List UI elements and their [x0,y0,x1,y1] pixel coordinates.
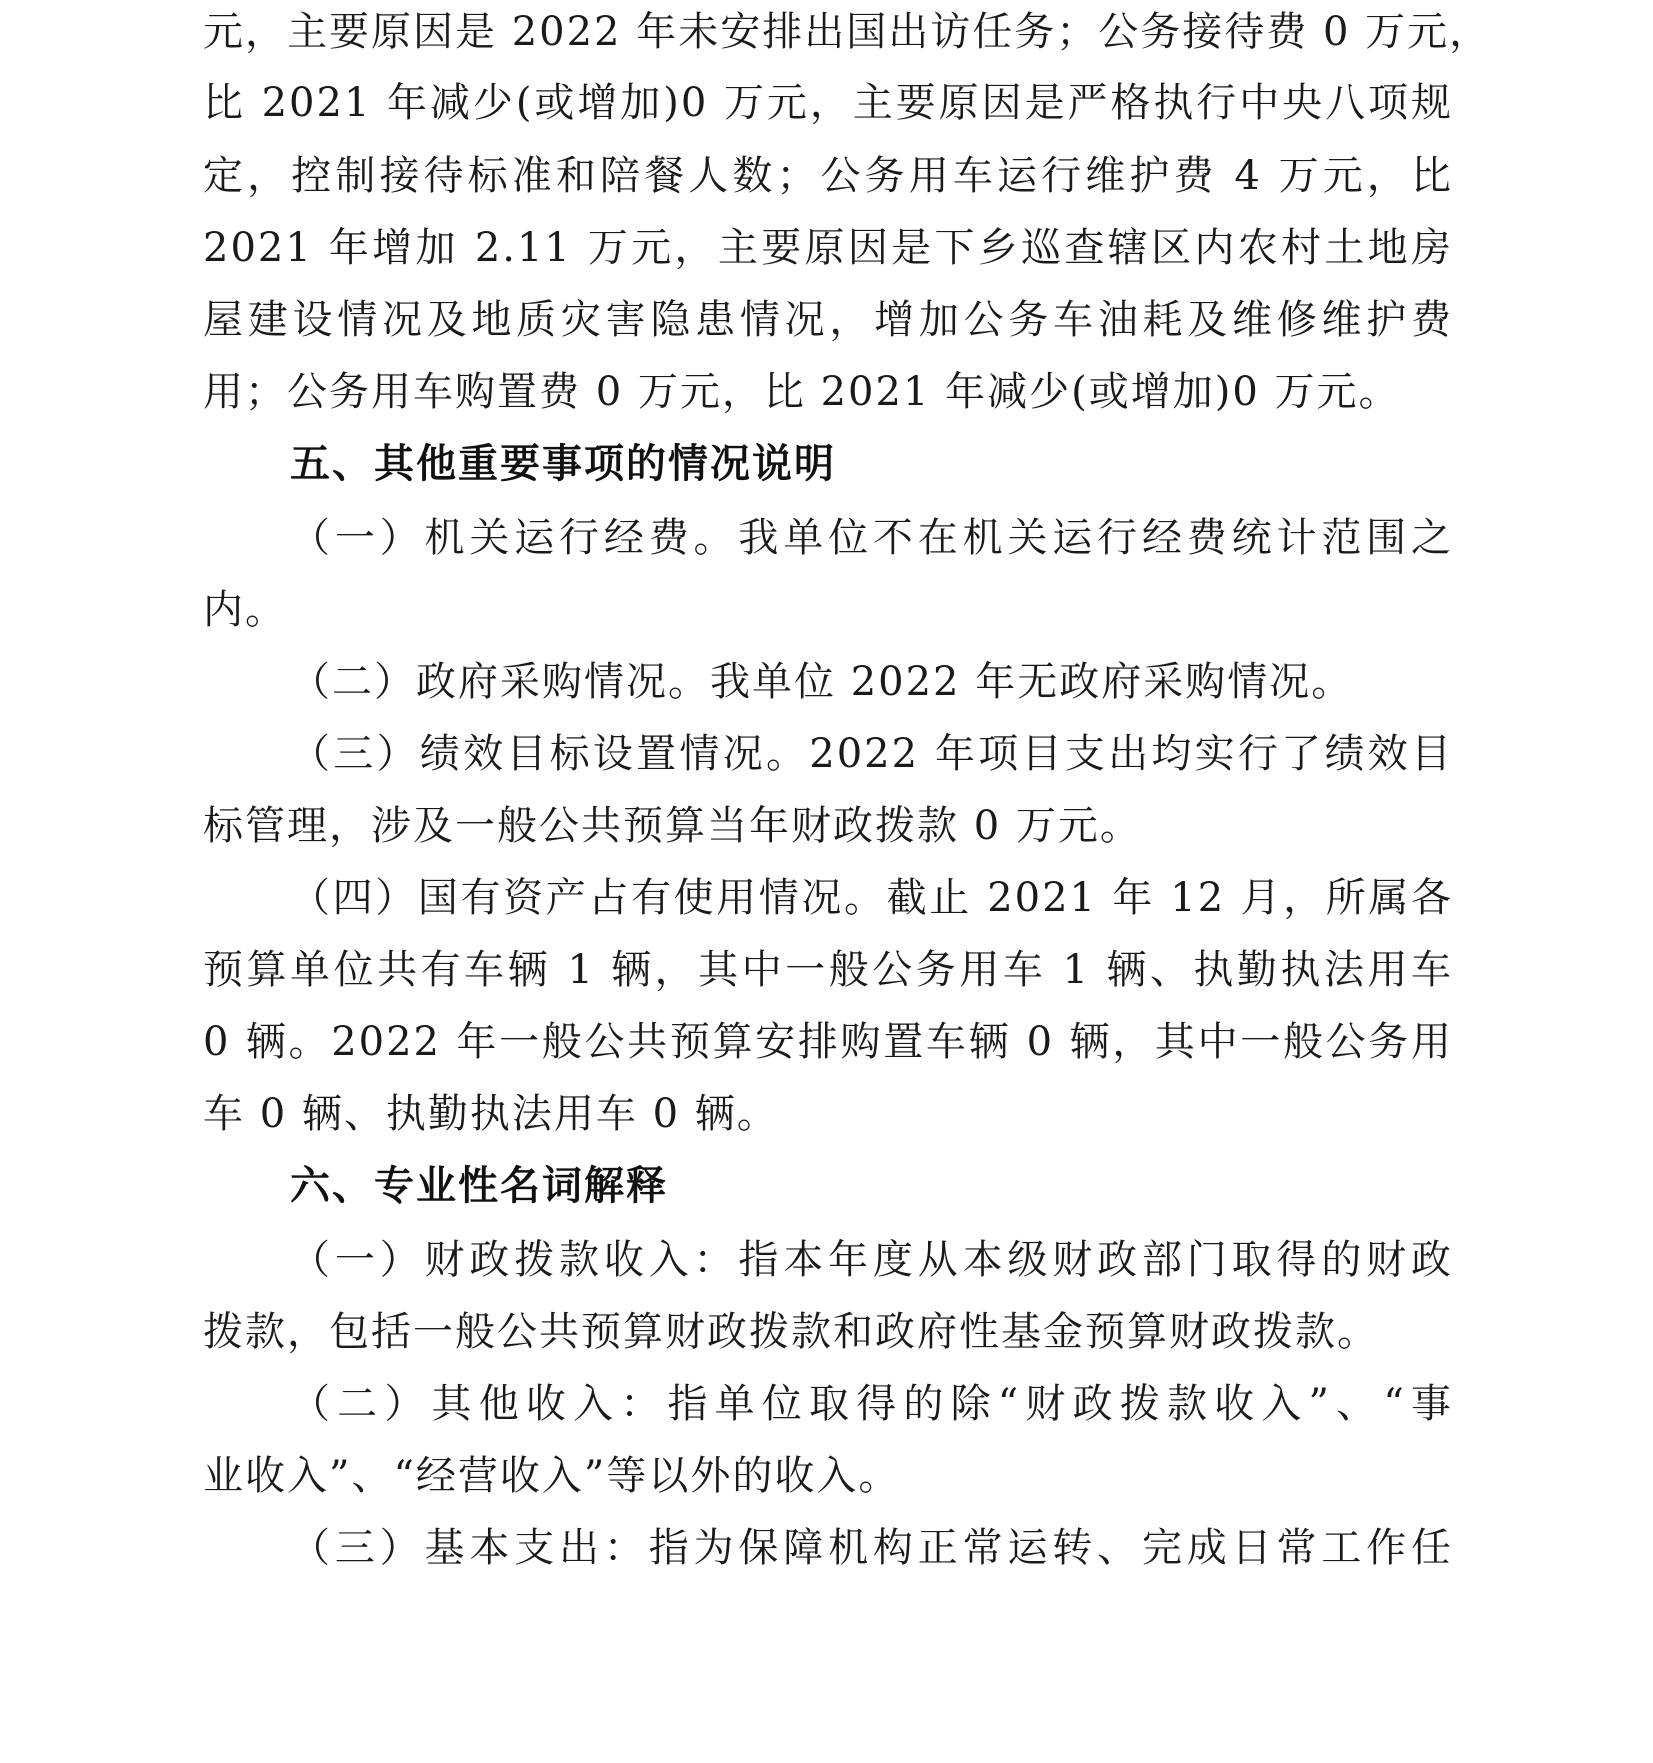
paragraph-line: （三）基本支出：指为保障机构正常运转、完成日常工作任 [290,1525,1453,1571]
section-heading-5: 五、其他重要事项的情况说明 [290,441,836,487]
paragraph-line: （二）政府采购情况。我单位 2022 年无政府采购情况。 [290,659,1354,705]
paragraph-line: 车 0 辆、执勤执法用车 0 辆。 [203,1091,779,1137]
section-heading-6: 六、专业性名词解释 [290,1163,668,1209]
paragraph-line: 屋建设情况及地质灾害隐患情况，增加公务车油耗及维修维护费 [203,297,1453,343]
paragraph-line: （三）绩效目标设置情况。2022 年项目支出均实行了绩效目 [290,731,1453,777]
paragraph-line: 用；公务用车购置费 0 万元，比 2021 年减少(或增加)0 万元。 [203,369,1401,415]
paragraph-line: 定，控制接待标准和陪餐人数；公务用车运行维护费 4 万元，比 [203,153,1453,199]
paragraph-line: 拨款，包括一般公共预算财政拨款和政府性基金预算财政拨款。 [203,1309,1379,1355]
paragraph-line: 2021 年增加 2.11 万元，主要原因是下乡巡查辖区内农村土地房 [203,225,1453,271]
paragraph-line: （二）其他收入：指单位取得的除“财政拨款收入”、“事 [290,1381,1453,1427]
paragraph-line: 业收入”、“经营收入”等以外的收入。 [203,1453,901,1499]
paragraph-line: 元，主要原因是 2022 年未安排出国出访任务；公务接待费 0 万元， [203,9,1492,55]
paragraph-line: （一）财政拨款收入：指本年度从本级财政部门取得的财政 [290,1237,1453,1283]
paragraph-line: 内。 [203,587,287,633]
paragraph-line: 比 2021 年减少(或增加)0 万元，主要原因是严格执行中央八项规 [203,80,1453,126]
paragraph-line: 标管理，涉及一般公共预算当年财政拨款 0 万元。 [203,803,1142,849]
paragraph-line: （四）国有资产占有使用情况。截止 2021 年 12 月，所属各 [290,875,1453,921]
paragraph-line: 预算单位共有车辆 1 辆，其中一般公务用车 1 辆、执勤执法用车 [203,947,1453,993]
paragraph-line: 0 辆。2022 年一般公共预算安排购置车辆 0 辆，其中一般公务用 [203,1019,1453,1065]
paragraph-line: （一）机关运行经费。我单位不在机关运行经费统计范围之 [290,515,1453,561]
